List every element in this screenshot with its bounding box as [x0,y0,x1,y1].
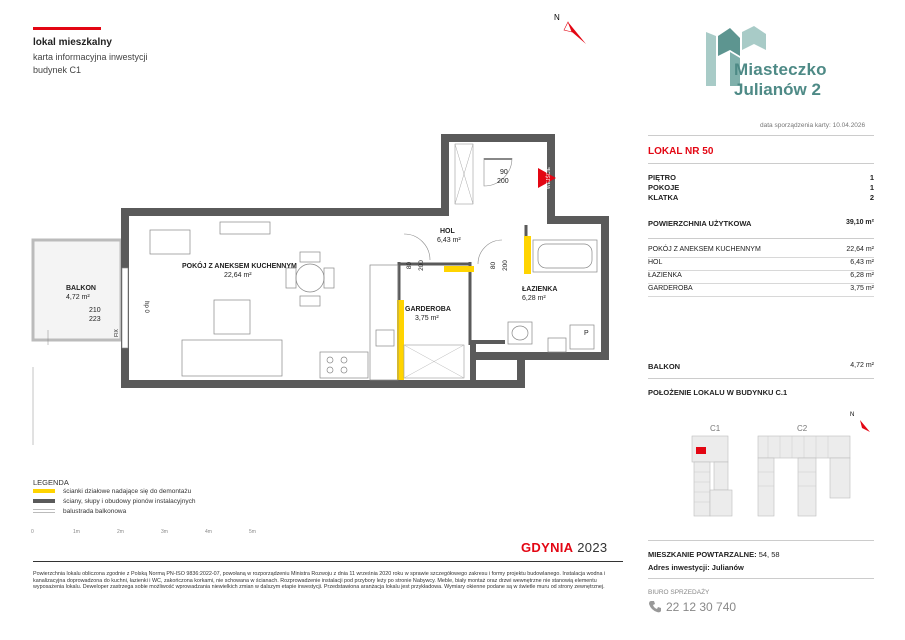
divider [648,135,874,136]
rooms-label: POKOJE [648,183,680,192]
footer-disclaimer: Powierzchnia lokalu obliczona zgodnie z Polską Normą PN-ISO 9836:2022-07, powołaną w rozporządzeniu Ministra Rozwoju z dnia 11 września 2020 roku w sprawie szczegółowego zakresu i formy projektu budowlanego. Instalacja wodna i kanalizacyjna doprowadzona do kuchni, łazienki i WC, zakończona korkami, nie schowana w ścianach. Rozprowadzenie instalacji pod przybory leży po stronie Nabywcy. Meble, biały montaż oraz drzwi wewnętrzne nie stanowią elementu wyposażenia lokalu. Deweloper zastrzega sobie możliwość wprowadzania niewielkich zmian w dalszym etapie inwestycji. Przedstawiona aranżacja lokalu jest przykładowa. Wymiary okienne podane są w świetle muru od strony zewnętrznej. [33,571,606,591]
legend-swatch [33,489,55,493]
legend-item: ścianki działowe nadające się do demontażu [33,488,191,495]
unit-title: LOKAL NR 50 [648,146,714,157]
keyplan-north-label: N [850,412,855,418]
logo-line2: Julianów 2 [734,80,821,99]
plan-room-area: 22,64 m² [224,272,252,279]
scale-label: 3m [161,529,168,535]
room-area: 6,28 m² [850,272,874,279]
room-name: HOL [648,259,663,266]
entry-door-width: 90 [500,169,508,176]
building-label: budynek C1 [33,65,82,75]
stair-label: KLATKA [648,193,679,202]
scale-label: 5m [249,529,256,535]
year: 2023 [577,540,608,555]
room-area: 6,43 m² [850,259,874,266]
key-plan [680,404,875,534]
legend-swatch [33,509,55,513]
room-name: POKÓJ Z ANEKSEM KUCHENNYM [648,246,761,253]
sales-phone[interactable]: 22 12 30 740 [666,600,737,614]
divider [648,540,874,541]
divider [648,163,874,164]
plan-balcony-area: 4,72 m² [66,294,90,301]
stair-value: 2 [869,193,874,202]
scale-label: 0 [31,529,34,535]
entrance-label: WEJŚCIE [546,166,553,190]
repeat-value: 54, 58 [758,550,780,559]
balcony-door-height: 223 [89,316,101,323]
unit-location-marker [696,447,706,454]
sill-height: hp 0 [142,301,149,313]
document-title: lokal mieszkalny [33,37,112,48]
room-area: 3,75 m² [850,285,874,292]
balcony-label: BALKON [648,362,681,371]
plan-hol-name: HOL [440,228,455,235]
scale-label: 4m [205,529,212,535]
room-row [648,270,874,284]
city: GDYNIA [521,540,574,555]
plan-garderoba-area: 3,75 m² [415,315,439,322]
p-mark: P [584,330,589,337]
document-subtitle: karta informacyjna inwestycji [33,52,148,62]
date-line: data sporządzenia karty: 10.04.2026 [760,122,866,129]
address-label: Adres inwestycji: Julianów [648,563,744,572]
fix-window-label: FIX [113,329,120,337]
legend-item: balustrada balkonowa [33,508,126,515]
location-label: POŁOŻENIE LOKALU W BUDYNKU C.1 [648,388,788,397]
legend-item: ściany, słupy i obudowy pionów instalacyjnych [33,498,195,505]
city-year [521,540,607,555]
repeat-label: MIESZKANIE POWTARZALNE: [648,550,757,559]
plan-bathroom-area: 6,28 m² [522,295,546,302]
bath-door-width: 80 [490,261,498,270]
keyplan-c2: C2 [797,424,808,433]
repeat-row [648,550,780,559]
area-label: POWIERZCHNIA UŻYTKOWA [648,219,752,228]
room-row [648,283,874,297]
divider [648,578,874,579]
gard-door-height: 200 [417,260,425,271]
north-label: N [554,13,560,22]
plan-balcony-name: BALKON [66,285,96,292]
floor-value: 1 [869,173,874,182]
plan-garderoba-name: GARDEROBA [405,306,451,313]
divider [648,378,874,379]
legend-title: LEGENDA [33,478,69,487]
area-value: 39,10 m² [845,219,874,226]
room-row [648,244,874,258]
entry-door-height: 200 [497,178,509,185]
phone-icon [648,600,662,614]
keyplan-north-icon [860,420,870,432]
room-area: 22,64 m² [846,246,874,253]
divider [648,238,874,239]
keyplan-c1: C1 [710,424,721,433]
plan-room-name: POKÓJ Z ANEKSEM KUCHENNYM [182,263,297,270]
bath-door-height: 200 [501,260,509,271]
divider [33,561,623,562]
gard-door-width: 80 [406,261,414,270]
balcony-value: 4,72 m² [850,362,874,369]
plan-bathroom-name: ŁAZIENKA [522,286,558,293]
logo-line1: Miasteczko [734,60,827,79]
floor-label: PIĘTRO [648,173,676,182]
room-row [648,257,874,271]
scale-label: 1m [73,529,80,535]
rooms-value: 1 [869,183,874,192]
legend-swatch [33,499,55,503]
room-name: GARDEROBA [648,285,693,292]
scale-label: 2m [117,529,124,535]
sales-label: BIURO SPRZEDAŻY [648,589,710,596]
balcony-door-width: 210 [89,307,101,314]
room-name: ŁAZIENKA [648,272,682,279]
plan-hol-area: 6,43 m² [437,237,461,244]
